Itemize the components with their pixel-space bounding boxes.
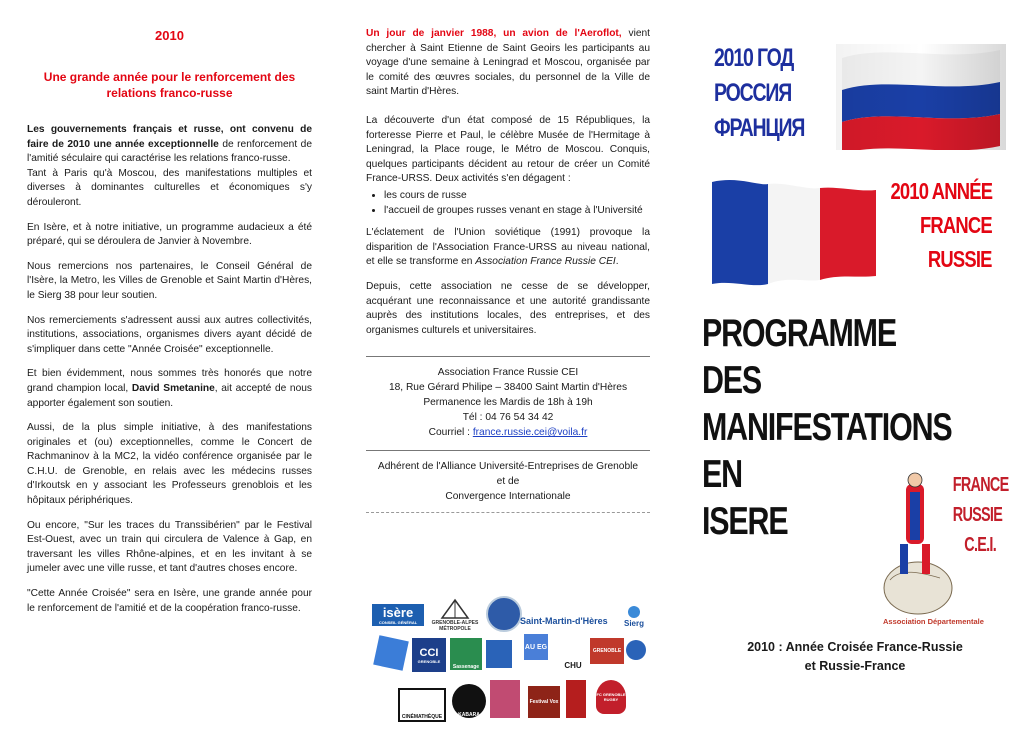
logo-round-2 [626,640,646,660]
logo-blue-sq [486,640,512,668]
divider [366,450,650,451]
list-item: • l'accueil de groupes russes venant en stage à l'Université [384,204,650,219]
footer-line-1: 2010 : Année Croisée France-Russie [747,640,963,654]
left-paragraph-6: Aussi, de la plus simple initiative, à des manifestations originales et (ou) exceptionnelles, comme le Concert de Rachmaninov à la MC2, la vidéo conférence organisée par le C.H.U. de Grenoble, en relais avec les médecins russes d'Irkoutsk en y associant les Professeurs grenoblois et les hôpitaux périphériques. [27,422,312,507]
column-left [27,28,312,752]
adherent-line-1: Adhérent de l'Alliance Université-Entreprises de Grenoble [377,461,639,473]
middle-paragraph-2: La découverte d'un état composé de 15 Républiques, la forteresse Pierre et Paul, le célèbre Musée de l'Hermitage à Leningrad, la Place rouge, le Métro de Moscou. Conquis, quelques participants décident au retour de créer un Comité France-URSS. Deux activités s'en dégagent : [366,114,650,185]
divider [366,356,650,357]
emblem-line-1: FRANCE [952,474,1009,496]
logo-circle [486,596,522,632]
logo-smh: Saint-Martin-d'Hères [520,616,608,626]
fr-title-line-1: 2010 ANNÉE [890,178,992,204]
left-paragraph-8: "Cette Année Croisée" sera en Isère, une grande année pour le renforcement de l'amitié et de la coopération franco-russe. [27,588,312,614]
activities-list [366,189,650,218]
programme-line-1: PROGRAMME [702,312,896,355]
contact-hours: Permanence les Mardis de 18h à 19h [423,397,593,409]
left-paragraph-2: En Isère, et à notre initiative, un programme audacieux a été préparé, qui se déroulera de Janvier à Novembre. [27,221,312,248]
left-paragraph-1: Les gouvernements français et russe, ont convenu de faire de 2010 une année exceptionnelle de renforcement de l'amitié séculaire qui caractérise les relations franco-russe. Tant à Paris qu'à Moscou, des manifestations multiples et diverses à dominantes culturelles et économiques s'y dérouleront. [27,124,312,208]
programme-line-2: DES [702,359,762,402]
logo-vox: Festival Vox [528,686,560,718]
association-label: Association Départementale [883,617,984,626]
logo-aueg: AU EG [524,634,548,660]
contact-address: 18, Rue Gérard Philipe – 38400 Saint Martin d'Hères [388,382,628,394]
logo-sierg: Sierg [622,588,646,628]
adherent-line-2: et de [496,476,520,488]
ru-title-line-2: РОССИЯ [714,79,792,107]
logo-rugby: FC GRENOBLE RUGBY [596,680,626,714]
contact-phone: Tél : 04 76 54 34 42 [462,412,554,424]
left-year-heading: 2010 [155,28,184,43]
logo-sassenage: Sassenage [450,638,482,670]
russian-flag-icon [836,44,1006,150]
left-paragraph-3: Nous remercions nos partenaires, le Conseil Général de l'Isère, la Metro, les Villes de Grenoble et Saint Martin d'Hères, le Sierg 38 pour leur soutien. [27,260,312,301]
email-link[interactable]: france.russie.cei@voila.fr [472,427,588,439]
logo-portrait [490,680,520,718]
partner-logos [372,576,644,752]
ru-title-line-1: 2010 ГОД [714,44,794,72]
divider [366,512,650,513]
adherent-line-3: Convergence Internationale [445,491,571,503]
logo-kabara: KABARA [452,684,486,718]
drop-icon [627,605,641,619]
ru-title-line-3: ФРАНЦИЯ [714,114,805,142]
fr-title-line-3: RUSSIE [928,246,992,272]
logo-cci: CCI GRENOBLE [412,638,446,672]
programme-line-3: MANIFESTATIONS [702,406,952,449]
logo-grenoble: GRENOBLE [590,638,624,664]
programme-line-4: EN [702,453,742,496]
adherent-block [366,459,650,504]
programme-line-5: ISERE [702,500,788,543]
logo-strip [566,680,586,718]
left-paragraph-7: Ou encore, "Sur les traces du Transsibérien" par le Festival Est-Ouest, avec un train qui circulera de Valence à Gap, en traversant les villes Rhône-alpines, et en les invitant à se jumeler avec une ville russe, et tant d'autres choses encore. [27,519,312,575]
middle-paragraph-1: Un jour de janvier 1988, un avion de l'Aeroflot, vient chercher à Saint Etienne de Saint Geoirs les participants au voyage d'une semaine à Leningrad et Moscou, organisée par le comité des œuvres sociales, du personnel de la Ville de saint Martin d'Hères. [366,28,650,98]
emblem-line-2: RUSSIE [952,504,1003,526]
emblem-text [952,470,1009,560]
left-paragraph-5: Et bien évidemment, nous sommes très honorés que notre grand champion local, David Smetanine, ait accepté de nous apporter également son soutien. [27,368,312,409]
list-item: • les cours de russe [384,189,650,204]
contact-mail: Courriel : france.russie.cei@voila.fr [428,427,588,439]
column-right [700,0,1009,724]
logo-chu: CHU [564,661,582,670]
contact-name: Association France Russie CEI [437,367,579,379]
contact-block [366,365,650,440]
emblem-line-3: C.E.I. [964,534,996,556]
logo-shapes [373,635,409,671]
logo-metro: GRENOBLE-ALPES MÉTROPOLE [428,596,482,632]
french-flag-icon [708,176,878,286]
logo-isere: isère CONSEIL GÉNÉRAL [372,604,424,626]
fr-title-line-2: FRANCE [920,212,992,238]
middle-paragraph-4: Depuis, cette association ne cesse de se développer, acquérant une reconnaissance et une autorité grandissante auprès des institutions locales, des entreprises, et des organismes culturels et universitaires. [366,280,650,336]
left-paragraph-4: Nos remerciements s'adressent aussi aux autres collectivités, institutions, associations, organismes divers ayant décidé de s'impliquer dans cette "Année Croisée" exceptionnelle. [27,314,312,355]
footer-line-2: et Russie-France [804,659,906,673]
left-subtitle: Une grande année pour le renforcement des relations franco-russe [43,70,296,100]
column-middle [366,28,650,752]
logo-cinematheque: CINÉMATHÈQUE [398,688,446,722]
middle-paragraph-3: L'éclatement de l'Union soviétique (1991) provoque la disparition de l'Association France-URSS au niveau national, et elle se transforme en Association France Russie CEI. [366,227,650,268]
metro-icon [440,598,470,620]
